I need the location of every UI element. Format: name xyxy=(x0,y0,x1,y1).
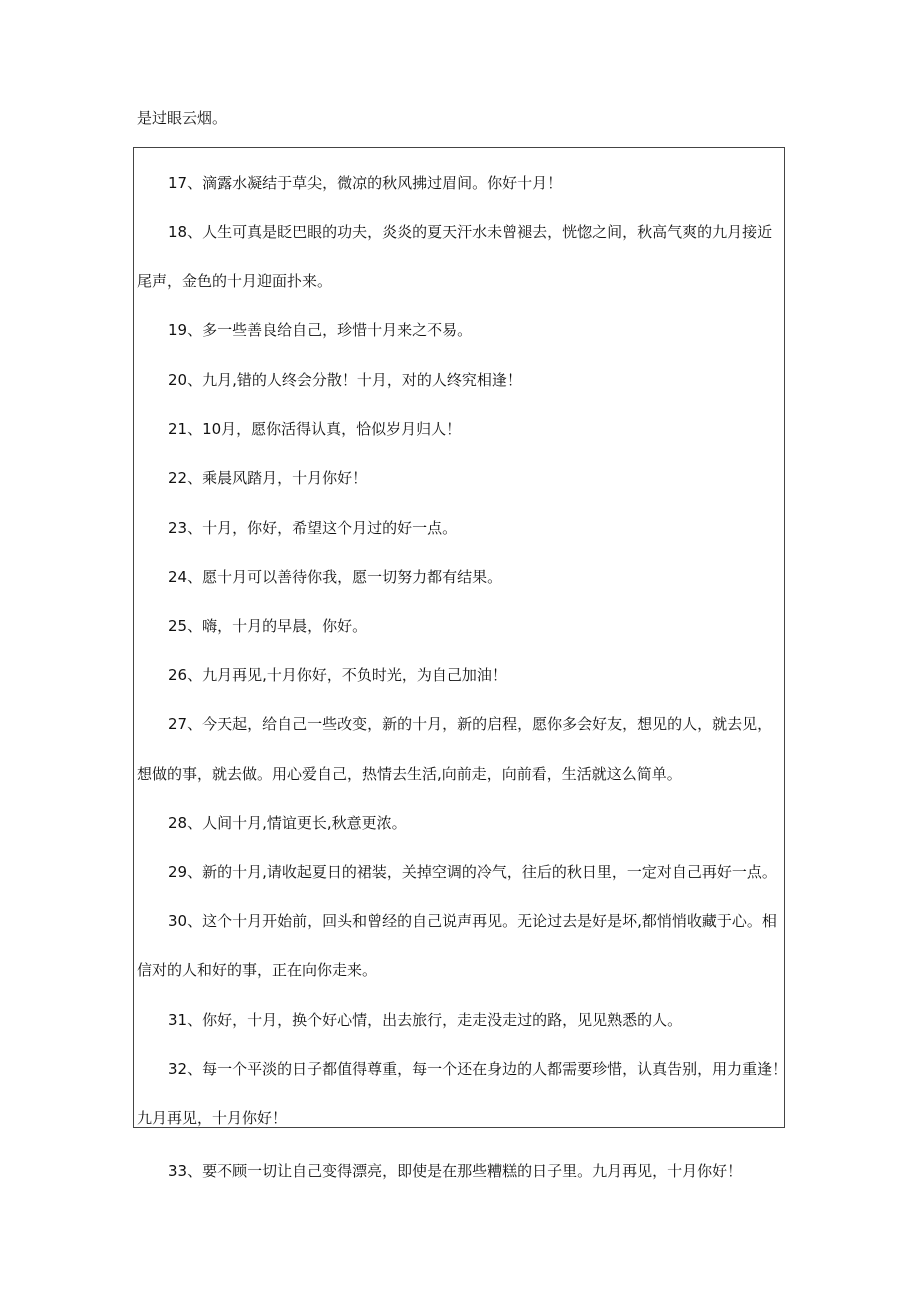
quote-29: 29、新的十月,请收起夏日的裙装，关掉空调的冷气，往后的秋日里，一定对自己再好一点。 xyxy=(168,863,777,881)
quote-24: 24、愿十月可以善待你我，愿一切努力都有结果。 xyxy=(168,568,503,586)
quote-23: 23、十月，你好，希望这个月过的好一点。 xyxy=(168,519,458,537)
quote-31: 31、你好，十月，换个好心情，出去旅行，走走没走过的路，见见熟悉的人。 xyxy=(168,1011,683,1029)
quote-30-line-1: 30、这个十月开始前，回头和曾经的自己说声再见。无论过去是好是坏,都悄悄收藏于心。相 xyxy=(168,912,777,930)
quote-26: 26、九月再见,十月你好，不负时光，为自己加油！ xyxy=(168,666,507,684)
quote-27-line-1: 27、今天起，给自己一些改变，新的十月，新的启程，愿你多会好友，想见的人，就去见， xyxy=(168,715,773,733)
tail-text: 33、要不顾一切让自己变得漂亮，即使是在那些糟糕的日子里。九月再见，十月你好！ xyxy=(168,1162,743,1180)
quote-25: 25、嗨，十月的早晨，你好。 xyxy=(168,617,368,635)
quote-21: 21、10月，愿你活得认真，恰似岁月归人！ xyxy=(168,420,462,438)
quote-19: 19、多一些善良给自己，珍惜十月来之不易。 xyxy=(168,321,473,339)
quote-30-line-2: 信对的人和好的事，正在向你走来。 xyxy=(137,961,378,979)
quote-22: 22、乘晨风踏月，十月你好！ xyxy=(168,469,368,487)
quote-17: 17、滴露水凝结于草尖，微凉的秋风拂过眉间。你好十月！ xyxy=(168,174,563,192)
lead-text: 是过眼云烟。 xyxy=(137,109,228,127)
quote-20: 20、九月,错的人终会分散！十月，对的人终究相逢！ xyxy=(168,371,522,389)
quote-28: 28、人间十月,情谊更长,秋意更浓。 xyxy=(168,814,407,832)
quote-32-line-2: 九月再见，十月你好！ xyxy=(137,1109,288,1127)
quote-27-line-2: 想做的事，就去做。用心爱自己，热情去生活,向前走，向前看，生活就这么简单。 xyxy=(137,765,682,783)
quote-18-line-2: 尾声，金色的十月迎面扑来。 xyxy=(137,272,333,290)
quote-32-line-1: 32、每一个平淡的日子都值得尊重，每一个还在身边的人都需要珍惜，认真告别，用力重逢！ xyxy=(168,1060,788,1078)
quote-18-line-1: 18、人生可真是眨巴眼的功夫，炎炎的夏天汗水未曾褪去，恍惚之间，秋高气爽的九月接近 xyxy=(168,223,773,241)
quote-box xyxy=(133,147,788,1128)
